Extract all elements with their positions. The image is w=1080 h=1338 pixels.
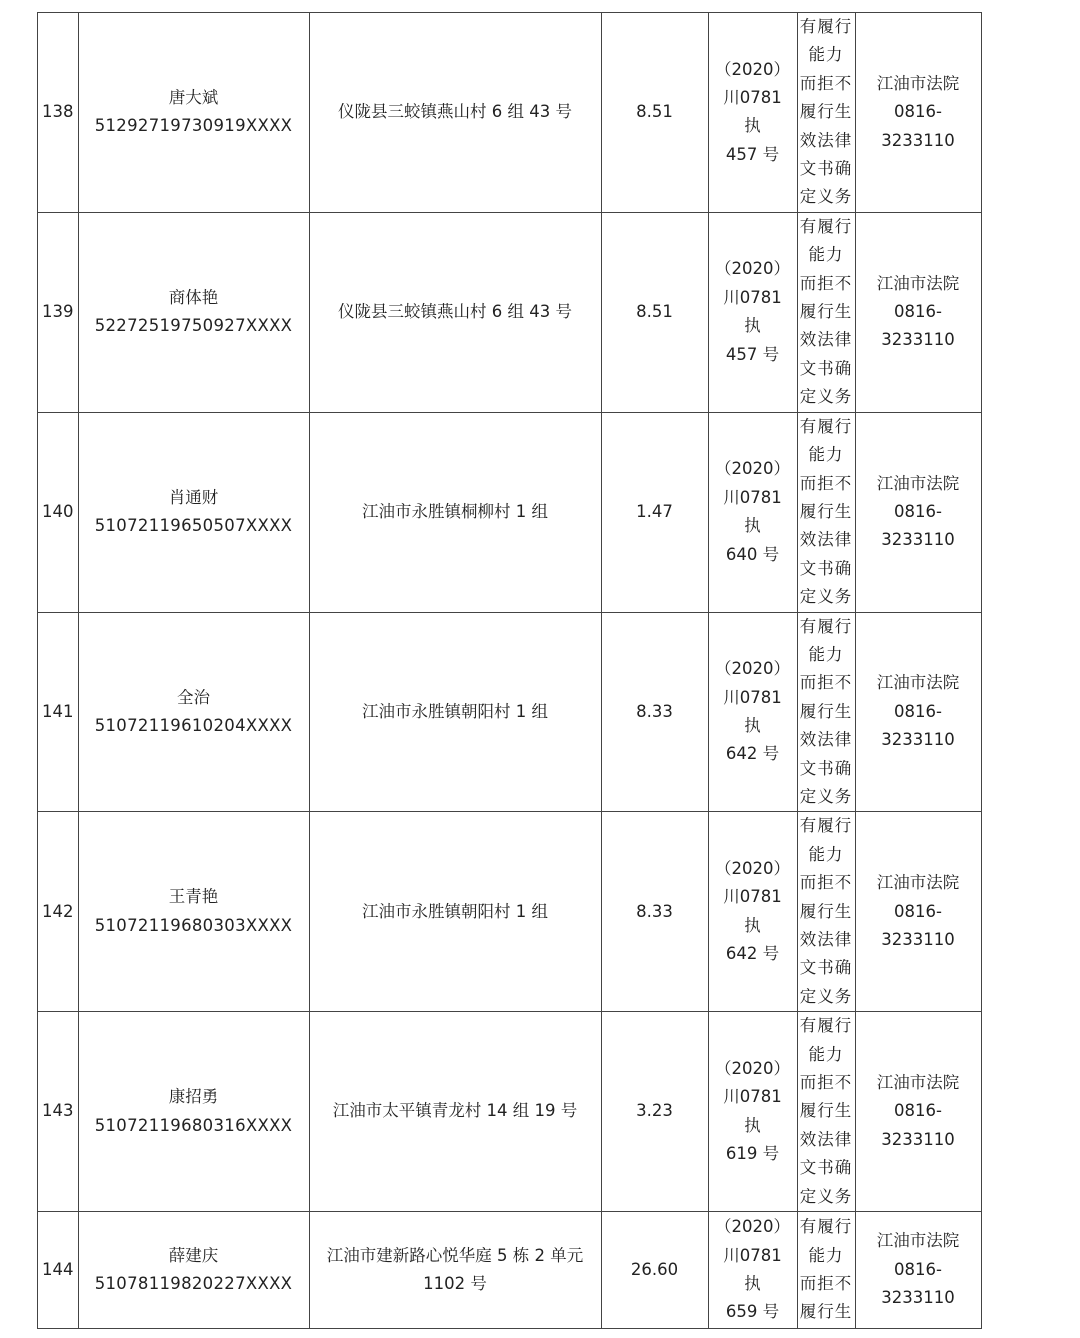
reason-line: 履行生 [799,501,853,521]
reason-line: 能力 [808,245,844,265]
address-cell [309,13,601,213]
reason-cell [797,812,855,1012]
address: 江油市永胜镇朝阳村 1 组 [362,701,548,721]
court-name: 江油市法院 [876,473,960,493]
case-number-cell [708,1212,797,1329]
reason-line: 而拒不 [799,673,853,693]
person-cell [78,1212,309,1329]
table-row [38,412,982,612]
case-serial: 457 号 [725,344,780,364]
reason-line: 效法律 [799,330,853,350]
reason-line: 而拒不 [799,873,853,893]
reason-line: 有履行 [799,1217,853,1237]
address-cell [309,1212,601,1329]
reason-line: 能力 [808,45,844,65]
case-year: （2020） [715,459,790,479]
court-phone: 0816-3233110 [881,302,955,350]
reason-line: 有履行 [799,1016,853,1036]
reason-cell [797,612,855,812]
address: 江油市永胜镇朝阳村 1 组 [362,901,548,921]
id-number: 51292719730919XXXX [94,116,293,136]
reason-line: 履行生 [799,1101,853,1121]
reason-line: 效法律 [799,730,853,750]
case-number-cell [708,812,797,1012]
row-number: 143 [38,1012,79,1212]
reason-line: 效法律 [799,130,853,150]
reason-line: 有履行 [799,816,853,836]
address-cell [309,612,601,812]
person-cell [78,212,309,412]
amount: 3.23 [601,1012,708,1212]
table-row [38,13,982,213]
reason-line: 定义务 [799,587,853,607]
address: 江油市建新路心悦华庭 5 栋 2 单元 1102 号 [326,1245,584,1294]
person-cell [78,812,309,1012]
table-row [38,612,982,812]
court-phone: 0816-3233110 [881,1101,955,1149]
case-serial: 457 号 [725,144,780,164]
reason-line: 文书确 [799,958,853,978]
person-name: 薛建庆 [168,1245,219,1265]
court-phone: 0816-3233110 [881,901,955,949]
court-phone: 0816-3233110 [881,701,955,750]
reason-line: 而拒不 [799,73,853,93]
case-serial: 640 号 [725,544,780,564]
table-row [38,812,982,1012]
case-serial: 642 号 [725,744,780,764]
row-number: 144 [38,1212,79,1329]
table-row [38,1012,982,1212]
case-number-cell [708,612,797,812]
court-name: 江油市法院 [876,1073,960,1093]
id-number: 51072119650507XXXX [94,516,293,536]
reason-line: 效法律 [799,1129,853,1149]
reason-line: 能力 [808,1245,844,1265]
reason-line: 履行生 [799,701,853,721]
case-court-code: 川0781 执 [723,487,782,536]
reason-line: 文书确 [799,758,853,778]
reason-line: 能力 [808,1044,844,1064]
row-number: 142 [38,812,79,1012]
case-court-code: 川0781 执 [723,88,782,136]
reason-line: 文书确 [799,1158,853,1178]
case-court-code: 川0781 执 [723,287,782,336]
court-cell [855,13,981,213]
reason-line: 定义务 [799,187,853,207]
address-cell [309,212,601,412]
reason-line: 而拒不 [799,473,853,493]
case-court-code: 川0781 执 [723,1087,782,1135]
reason-cell [797,212,855,412]
case-number-cell [708,212,797,412]
case-year: （2020） [715,1217,790,1237]
person-name: 康招勇 [168,1087,219,1107]
case-court-code: 川0781 执 [723,1245,782,1294]
id-number: 51072119680303XXXX [94,915,293,935]
court-cell [855,812,981,1012]
person-cell [78,612,309,812]
reason-line: 而拒不 [799,1274,853,1294]
case-serial: 659 号 [725,1302,780,1322]
reason-line: 而拒不 [799,273,853,293]
amount: 8.33 [601,812,708,1012]
reason-line: 履行生 [799,901,853,921]
reason-line: 文书确 [799,358,853,378]
reason-line: 能力 [808,445,844,465]
person-name: 肖通财 [168,487,219,507]
court-name: 江油市法院 [876,1231,960,1251]
court-name: 江油市法院 [876,273,960,293]
reason-line: 文书确 [799,159,853,179]
reason-cell [797,412,855,612]
person-name: 唐大斌 [168,88,219,108]
reason-line: 效法律 [799,530,853,550]
case-year: （2020） [715,1058,790,1078]
case-year: （2020） [715,259,790,279]
address: 仪陇县三蛟镇燕山村 6 组 43 号 [338,302,572,322]
reason-line: 文书确 [799,558,853,578]
person-cell [78,13,309,213]
court-phone: 0816-3233110 [881,102,955,150]
address: 江油市永胜镇桐柳村 1 组 [362,501,548,521]
id-number: 51078119820227XXXX [94,1274,293,1294]
reason-line: 有履行 [799,17,853,36]
enforcement-records-table [37,12,982,1329]
court-cell [855,212,981,412]
table-row [38,212,982,412]
row-number: 141 [38,612,79,812]
amount: 8.51 [601,13,708,213]
case-serial: 642 号 [725,944,780,964]
person-name: 全治 [177,687,210,707]
court-phone: 0816-3233110 [881,501,955,550]
case-serial: 619 号 [725,1144,780,1164]
case-year: （2020） [715,659,790,679]
case-year: （2020） [715,858,790,878]
amount: 8.51 [601,212,708,412]
reason-line: 有履行 [799,416,853,436]
case-court-code: 川0781 执 [723,687,782,735]
reason-line: 能力 [808,644,844,664]
person-cell [78,1012,309,1212]
case-number-cell [708,1012,797,1212]
reason-line: 有履行 [799,216,853,236]
court-cell [855,1012,981,1212]
person-cell [78,412,309,612]
reason-line: 履行生 [799,102,853,122]
court-name: 江油市法院 [876,73,960,93]
reason-line: 而拒不 [799,1073,853,1093]
id-number: 51072119680316XXXX [94,1115,293,1135]
person-name: 王青艳 [168,887,219,907]
address-cell [309,812,601,1012]
id-number: 51072119610204XXXX [94,715,293,735]
court-name: 江油市法院 [876,673,960,693]
court-phone: 0816-3233110 [881,1259,955,1308]
id-number: 52272519750927XXXX [94,316,293,336]
reason-cell [797,13,855,213]
court-cell [855,612,981,812]
address-cell [309,412,601,612]
reason-line: 定义务 [799,387,853,407]
person-name: 商体艳 [168,287,219,307]
reason-line: 定义务 [799,986,853,1006]
amount: 1.47 [601,412,708,612]
reason-cell [797,1012,855,1212]
address: 仪陇县三蛟镇燕山村 6 组 43 号 [338,102,572,122]
reason-line: 定义务 [799,1186,853,1206]
amount: 8.33 [601,612,708,812]
case-number-cell [708,13,797,213]
reason-line: 履行生 [799,1302,853,1322]
court-cell [855,1212,981,1329]
row-number: 139 [38,212,79,412]
table-row [38,1212,982,1329]
court-cell [855,412,981,612]
reason-line: 定义务 [799,786,853,806]
amount: 26.60 [601,1212,708,1329]
reason-line: 效法律 [799,930,853,949]
case-number-cell [708,412,797,612]
reason-line: 有履行 [799,616,853,636]
address-cell [309,1012,601,1212]
case-court-code: 川0781 执 [723,887,782,935]
court-name: 江油市法院 [876,873,960,893]
row-number: 140 [38,412,79,612]
reason-line: 履行生 [799,302,853,322]
address: 江油市太平镇青龙村 14 组 19 号 [332,1101,578,1121]
case-year: （2020） [715,59,790,79]
reason-line: 能力 [808,844,844,864]
reason-cell [797,1212,855,1329]
row-number: 138 [38,13,79,213]
